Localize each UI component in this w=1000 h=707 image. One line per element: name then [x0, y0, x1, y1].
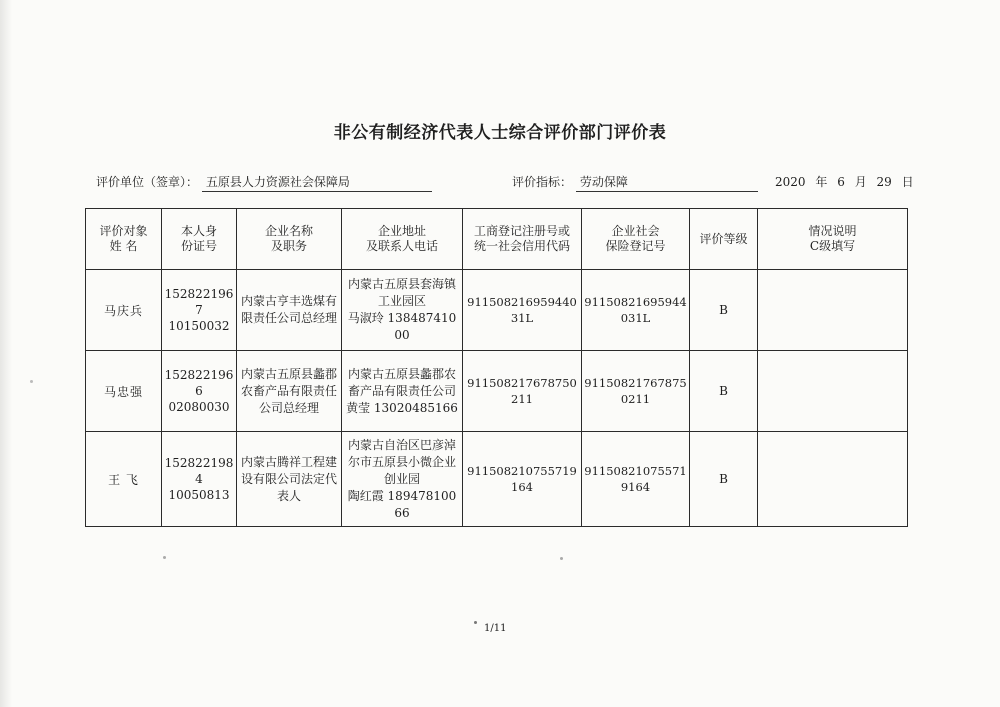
header-credit-code: 工商登记注册号或 统一社会信用代码: [463, 209, 582, 270]
header-company: 企业名称 及职务: [237, 209, 342, 270]
table-row: [86, 270, 908, 351]
cell-insurance-no: 911508210755719164: [582, 432, 690, 527]
page-title: 非公有制经济代表人士综合评价部门评价表: [333, 123, 667, 143]
header-name: 评价对象 姓 名: [86, 209, 162, 270]
cell-note: [758, 270, 908, 351]
cell-credit-code: 91150821695944031L: [463, 270, 582, 351]
cell-id: 1528221984 10050813: [162, 432, 237, 527]
cell-name: 马忠强: [86, 351, 162, 432]
scan-speck: [30, 380, 33, 383]
header-id: 本人身 份证号: [162, 209, 237, 270]
cell-grade: B: [690, 270, 758, 351]
scan-speck: [163, 556, 166, 559]
cell-company: 内蒙古亨丰选煤有限责任公司总经理: [237, 270, 342, 351]
cell-address: 内蒙古五原县套海镇工业园区 马淑玲 13848741000: [342, 270, 463, 351]
cell-credit-code: 911508210755719164: [463, 432, 582, 527]
date-day: 29: [876, 175, 892, 189]
cell-name: 马庆兵: [86, 270, 162, 351]
cell-company: 内蒙古腾祥工程建设有限公司法定代表人: [237, 432, 342, 527]
page-number: 1/11: [484, 623, 507, 634]
header-note: 情况说明 C级填写: [758, 209, 908, 270]
cell-note: [758, 351, 908, 432]
date-year: 2020: [775, 175, 806, 189]
evaluation-index-label: 评价指标：: [512, 175, 573, 189]
evaluation-unit-label: 评价单位（签章）：: [96, 175, 199, 189]
cell-name: 王 飞: [86, 432, 162, 527]
header-insurance-no: 企业社会 保险登记号: [582, 209, 690, 270]
evaluation-index: [512, 173, 758, 192]
scan-speck: [474, 621, 477, 624]
cell-note: [758, 432, 908, 527]
cell-address: 内蒙古五原县蠡郡农畜产品有限责任公司 黄莹 13020485166: [342, 351, 463, 432]
evaluation-table: [85, 208, 908, 527]
cell-grade: B: [690, 351, 758, 432]
date-month-unit: 月: [854, 175, 867, 189]
table-row: [86, 351, 908, 432]
evaluation-unit-value: 五原县人力资源社会保障局: [202, 173, 432, 192]
table-header-row: [86, 209, 908, 270]
cell-id: 1528221966 02080030: [162, 351, 237, 432]
cell-company: 内蒙古五原县蠡郡农畜产品有限责任公司总经理: [237, 351, 342, 432]
cell-address: 内蒙古自治区巴彦淖尔市五原县小微企业创业园 陶红霞 18947810066: [342, 432, 463, 527]
date-day-unit: 日: [901, 175, 914, 189]
date-month: 6: [837, 175, 845, 189]
cell-credit-code: 911508217678750211: [463, 351, 582, 432]
scan-speck: [560, 557, 563, 560]
header-address: 企业地址 及联系人电话: [342, 209, 463, 270]
date-year-unit: 年: [815, 175, 828, 189]
cell-grade: B: [690, 432, 758, 527]
header-grade: 评价等级: [690, 209, 758, 270]
evaluation-index-value: 劳动保障: [576, 173, 758, 192]
cell-id: 1528221967 10150032: [162, 270, 237, 351]
scan-edge-shadow: [0, 0, 12, 707]
table-row: [86, 432, 908, 527]
cell-insurance-no: 911508217678750211: [582, 351, 690, 432]
evaluation-date: [772, 173, 917, 190]
evaluation-unit: [96, 173, 432, 192]
cell-insurance-no: 91150821695944031L: [582, 270, 690, 351]
